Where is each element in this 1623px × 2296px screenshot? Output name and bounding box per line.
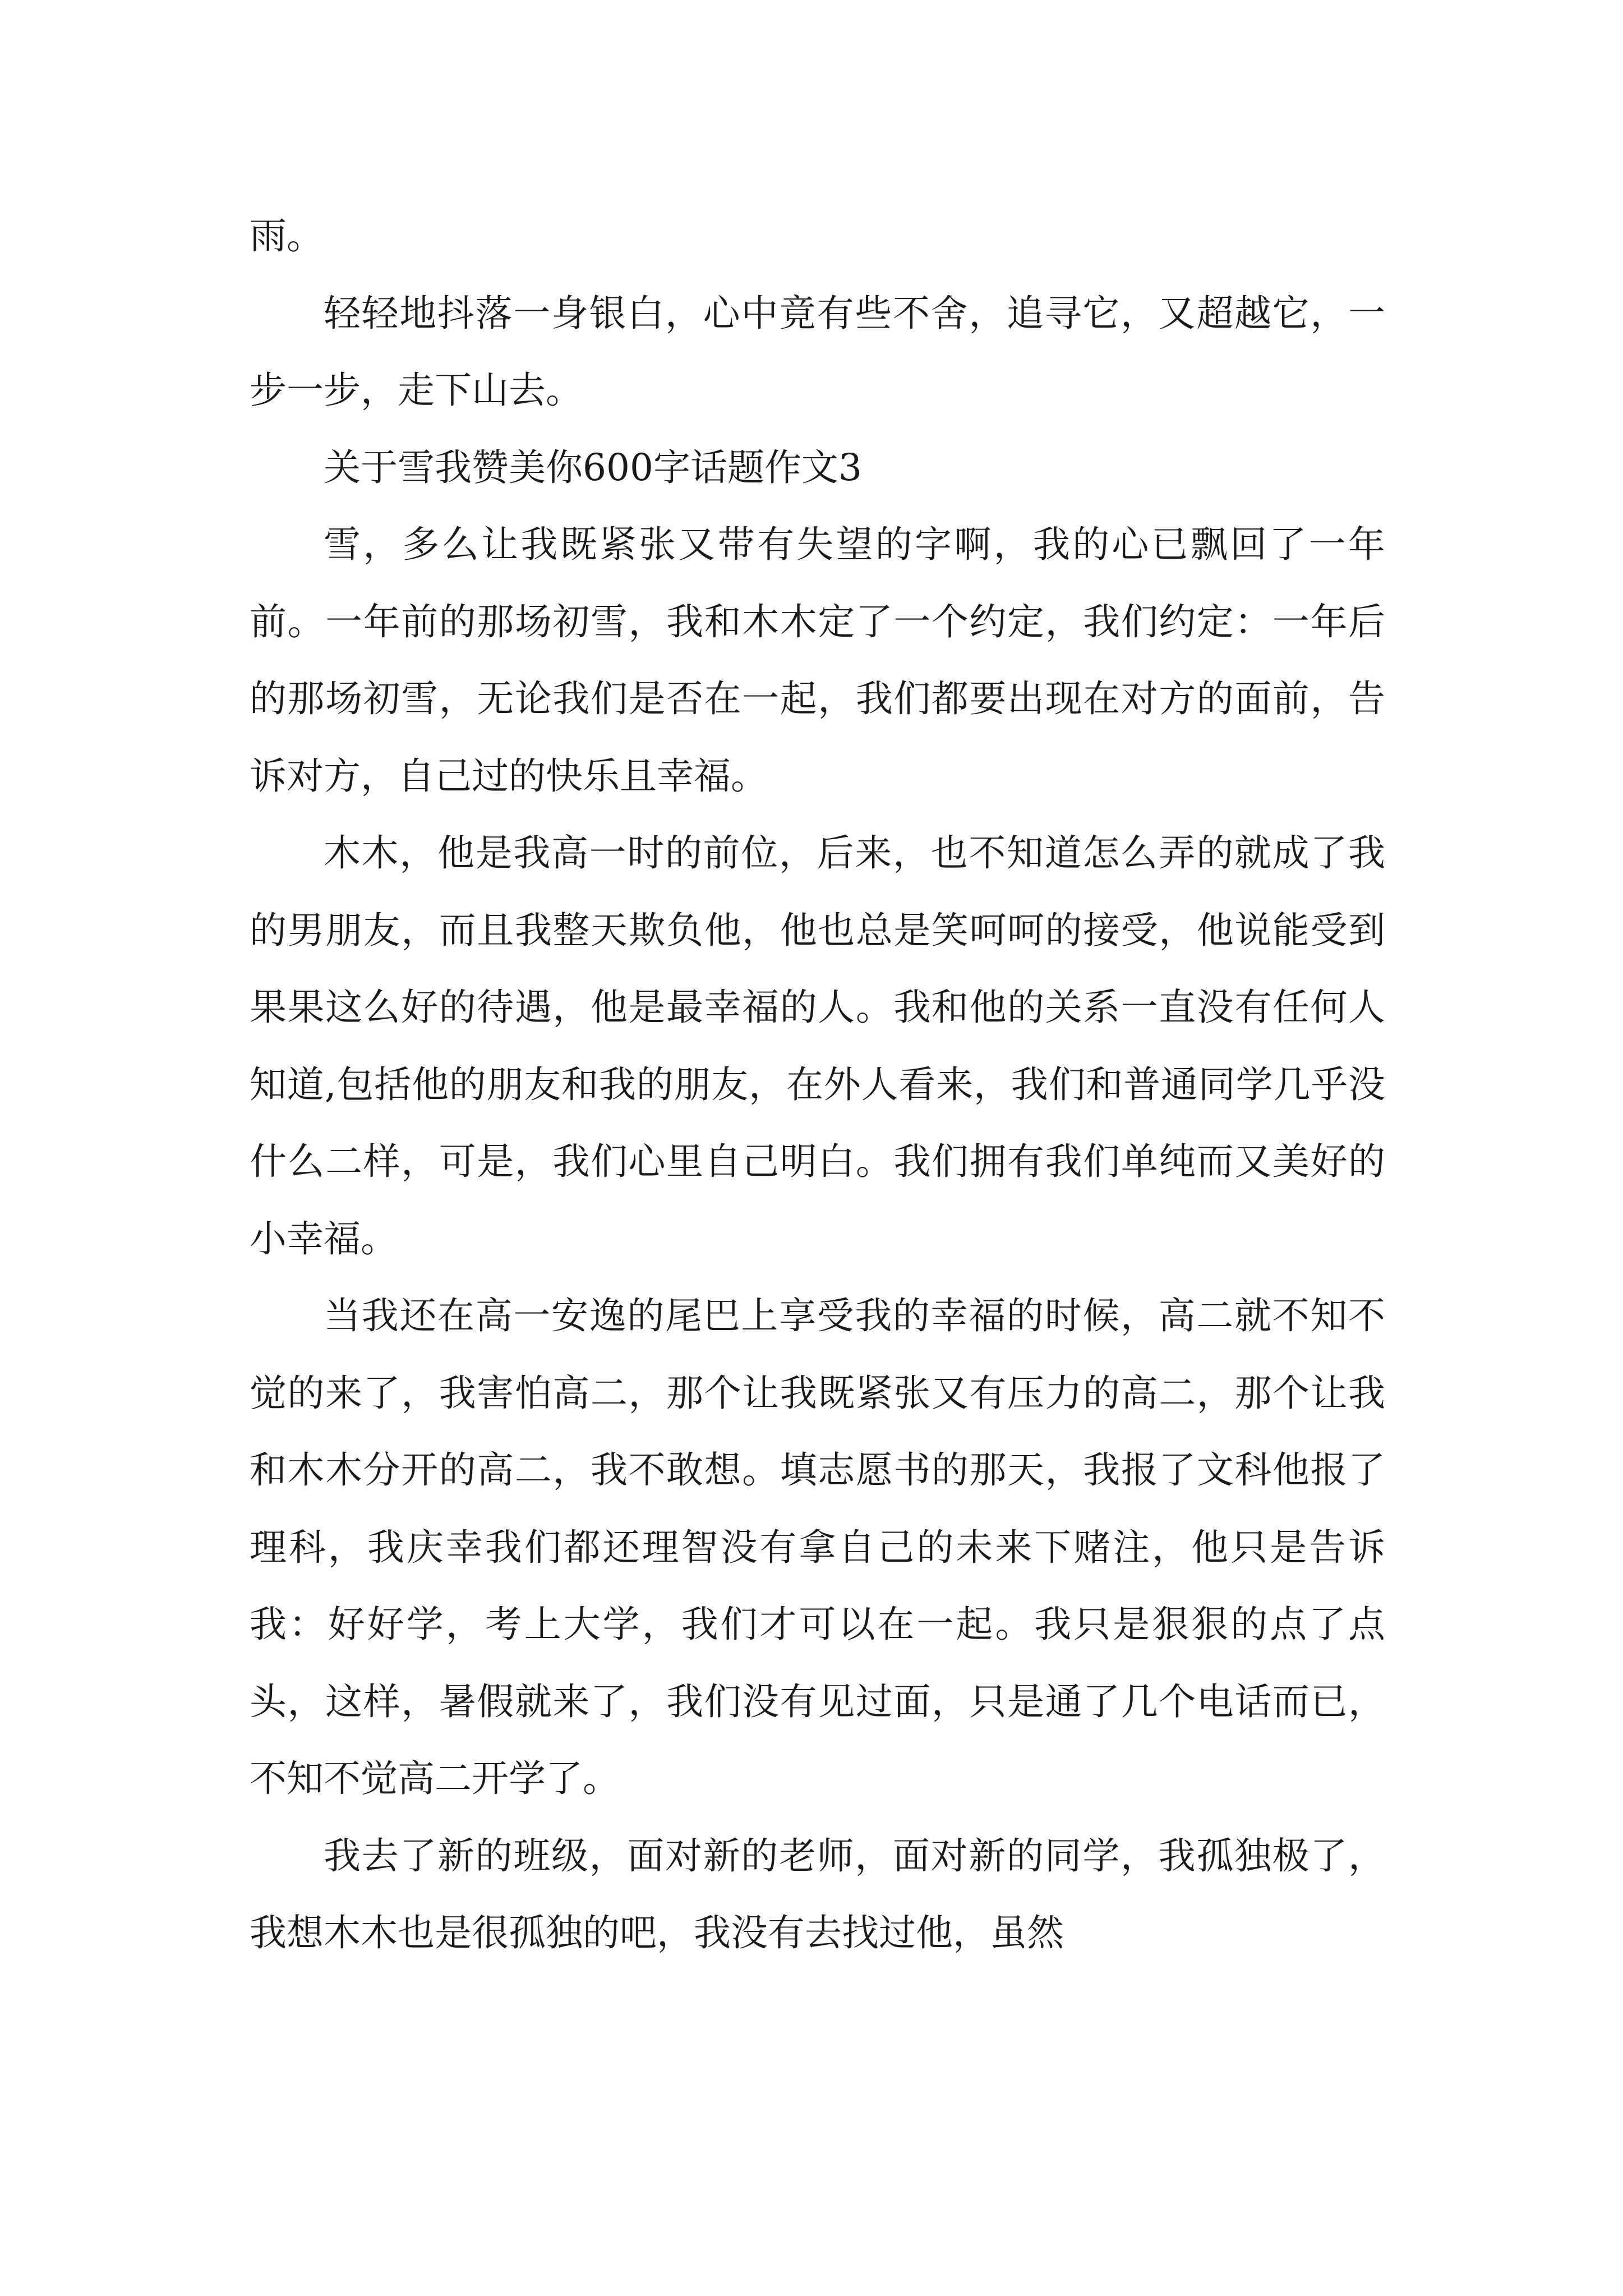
paragraph-continuation: 雨。 [250, 214, 324, 257]
paragraph: 雪，多么让我既紧张又带有失望的字啊，我的心已飘回了一年前。一年前的那场初雪，我和木木定了一个约定，我们约定：一年后的那场初雪，无论我们是否在一起，我们都要出现在对方的面前，告诉对方，自己过的快乐且幸福。 [250, 523, 1385, 798]
essay-body [250, 197, 1385, 1972]
paragraph: 轻轻地抖落一身银白，心中竟有些不舍，追寻它，又超越它，一步一步，走下山去。 [250, 291, 1385, 412]
paragraph: 木木，他是我高一时的前位，后来，也不知道怎么弄的就成了我的男朋友，而且我整天欺负他，他也总是笑呵呵的接受，他说能受到果果这么好的待遇，他是最幸福的人。我和他的关系一直没有任何人知道,包括他的朋友和我的朋友，在外人看来，我们和普通同学几乎没什么二样，可是，我们心里自己明白。我们拥有我们单纯而又美好的小幸福。 [250, 831, 1385, 1260]
paragraph: 我去了新的班级，面对新的老师，面对新的同学，我孤独极了，我想木木也是很孤独的吧，我没有去找过他，虽然 [250, 1834, 1385, 1954]
essay-title: 关于雪我赞美你600字话题作文3 [324, 445, 862, 489]
paragraph: 当我还在高一安逸的尾巴上享受我的幸福的时候，高二就不知不觉的来了，我害怕高二，那个让我既紧张又有压力的高二，那个让我和木木分开的高二，我不敢想。填志愿书的那天，我报了文科他报了理科，我庆幸我们都还理智没有拿自己的未来下赌注，他只是告诉我：好好学，考上大学，我们才可以在一起。我只是狠狠的点了点头，这样，暑假就来了，我们没有见过面，只是通了几个电话而已，不知不觉高二开学了。 [250, 1294, 1385, 1800]
